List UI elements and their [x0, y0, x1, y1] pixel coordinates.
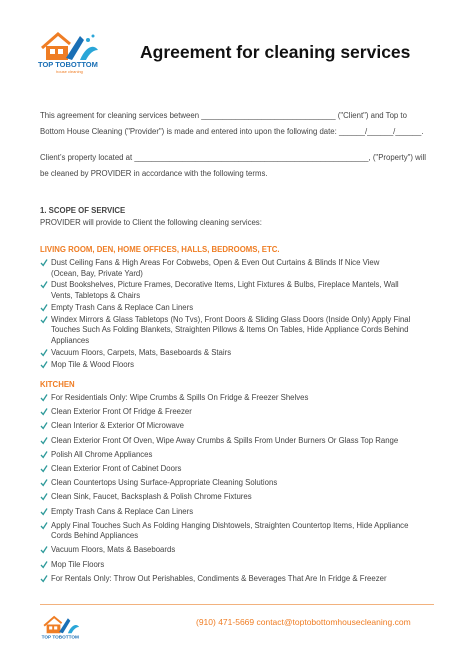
check-icon — [40, 436, 48, 445]
list-item-text: Clean Exterior Front of Cabinet Doors — [51, 463, 182, 473]
check-icon — [40, 574, 48, 583]
living-heading: LIVING ROOM, DEN, HOME OFFICES, HALLS, BEDROOMS, ETC. — [40, 245, 280, 254]
list-item-text: Empty Trash Cans & Replace Can Liners — [51, 302, 194, 312]
list-item — [40, 521, 440, 542]
list-item-text: Clean Countertops Using Surface-Appropriate Cleaning Solutions — [51, 478, 278, 488]
list-item — [40, 545, 440, 556]
check-icon — [40, 545, 48, 554]
intro-line-1: This agreement for cleaning services between _______________________________ ("Client") and Top to — [40, 111, 407, 120]
check-icon — [40, 348, 48, 357]
list-item — [40, 560, 440, 571]
check-icon — [40, 393, 48, 402]
logo-tagline: house cleaning — [56, 69, 83, 74]
list-item — [40, 393, 440, 404]
list-item-text: Mop Tile Floors — [51, 559, 105, 569]
check-icon — [40, 560, 48, 569]
list-item-text: Mop Tile & Wood Floors — [51, 359, 135, 369]
list-item-text: Clean Exterior Front Of Fridge & Freezer — [51, 407, 192, 417]
list-item — [40, 574, 440, 585]
check-icon — [40, 464, 48, 473]
list-item — [40, 492, 440, 503]
check-icon — [40, 450, 48, 459]
list-item — [40, 450, 440, 461]
living-list — [40, 258, 440, 372]
check-icon — [40, 492, 48, 501]
check-icon — [40, 315, 48, 324]
list-item-text: Dust Bookshelves, Picture Frames, Decorative Items, Light Fixtures & Bulbs, Fireplace Mantels, Wall Vents, Tabletops & Chairs — [51, 280, 399, 301]
kitchen-list — [40, 393, 440, 588]
intro-line-3: Client’s property located at ______________________________________________________, ("Property") will — [40, 153, 427, 162]
list-item — [40, 478, 440, 489]
list-item-text: Dust Ceiling Fans & High Areas For Cobwebs, Open & Even Out Curtains & Blinds If Nice View (Ocean, Bay, Private Yard) — [51, 258, 380, 278]
intro-line-4: be cleaned by PROVIDER in accordance with the following terms. — [40, 169, 268, 178]
list-item — [40, 507, 440, 518]
kitchen-heading: KITCHEN — [40, 380, 75, 389]
check-icon — [40, 421, 48, 430]
check-icon — [40, 258, 48, 267]
list-item — [40, 360, 440, 371]
list-item-text: Vacuum Floors, Carpets, Mats, Baseboards & Stairs — [51, 347, 232, 357]
scope-heading: 1. SCOPE OF SERVICE — [40, 206, 126, 215]
check-icon — [40, 407, 48, 416]
company-logo — [36, 26, 102, 74]
list-item — [40, 464, 440, 475]
scope-intro: PROVIDER will provide to Client the following cleaning services: — [40, 218, 262, 227]
check-icon — [40, 507, 48, 516]
logo-brand-text: TOP TOBOTTOM — [38, 60, 98, 69]
document-title: Agreement for cleaning services — [140, 42, 411, 62]
check-icon — [40, 280, 48, 289]
list-item-text: Polish All Chrome Appliances — [51, 449, 153, 459]
check-icon — [40, 521, 48, 530]
list-item — [40, 315, 440, 347]
list-item-text: Empty Trash Cans & Replace Can Liners — [51, 506, 194, 516]
check-icon — [40, 303, 48, 312]
list-item — [40, 436, 440, 447]
footer-logo — [38, 612, 84, 642]
list-item-text: Clean Sink, Faucet, Backsplash & Polish Chrome Fixtures — [51, 492, 252, 502]
check-icon — [40, 360, 48, 369]
list-item — [40, 348, 440, 359]
list-item-text: Windex Mirrors & Glass Tabletops (No Tvs), Front Doors & Sliding Glass Doors (Inside Only) Apply Final Touches Such As Folding Blankets, Straighten Pillows & Items On Tables, Hide Appliance Cords Behind Appliances — [51, 314, 411, 346]
list-item — [40, 303, 440, 314]
list-item-text: Apply Final Touches Such As Folding Hanging Dishtowels, Straighten Countertop Items, Hide Appliance Cords Behind Appliances — [51, 520, 409, 541]
list-item-text: For Residentials Only: Wipe Crumbs & Spills On Fridge & Freezer Shelves — [51, 393, 309, 402]
footer-divider — [40, 604, 434, 605]
intro-line-2: Bottom House Cleaning ("Provider") is made and entered into upon the following date: ______/______/______. — [40, 127, 424, 136]
list-item-text: For Rentals Only: Throw Out Perishables, Condiments & Beverages That Are In Fridge & Freezer — [51, 573, 387, 583]
footer-contact: (910) 471-5669 contact@toptobottomhousecleaning.com — [196, 617, 411, 627]
check-icon — [40, 478, 48, 487]
list-item-text: Vacuum Floors, Mats & Baseboards — [51, 545, 176, 555]
list-item — [40, 421, 440, 432]
footer-logo-brand-text: TOP TOBOTTOM — [41, 634, 79, 640]
list-item — [40, 407, 440, 418]
list-item-text: Clean Exterior Front Of Oven, Wipe Away Crumbs & Spills From Under Burners Or Glass Top Range — [51, 435, 399, 445]
list-item — [40, 280, 440, 301]
list-item-text: Clean Interior & Exterior Of Microwave — [51, 421, 185, 431]
list-item — [40, 258, 440, 279]
